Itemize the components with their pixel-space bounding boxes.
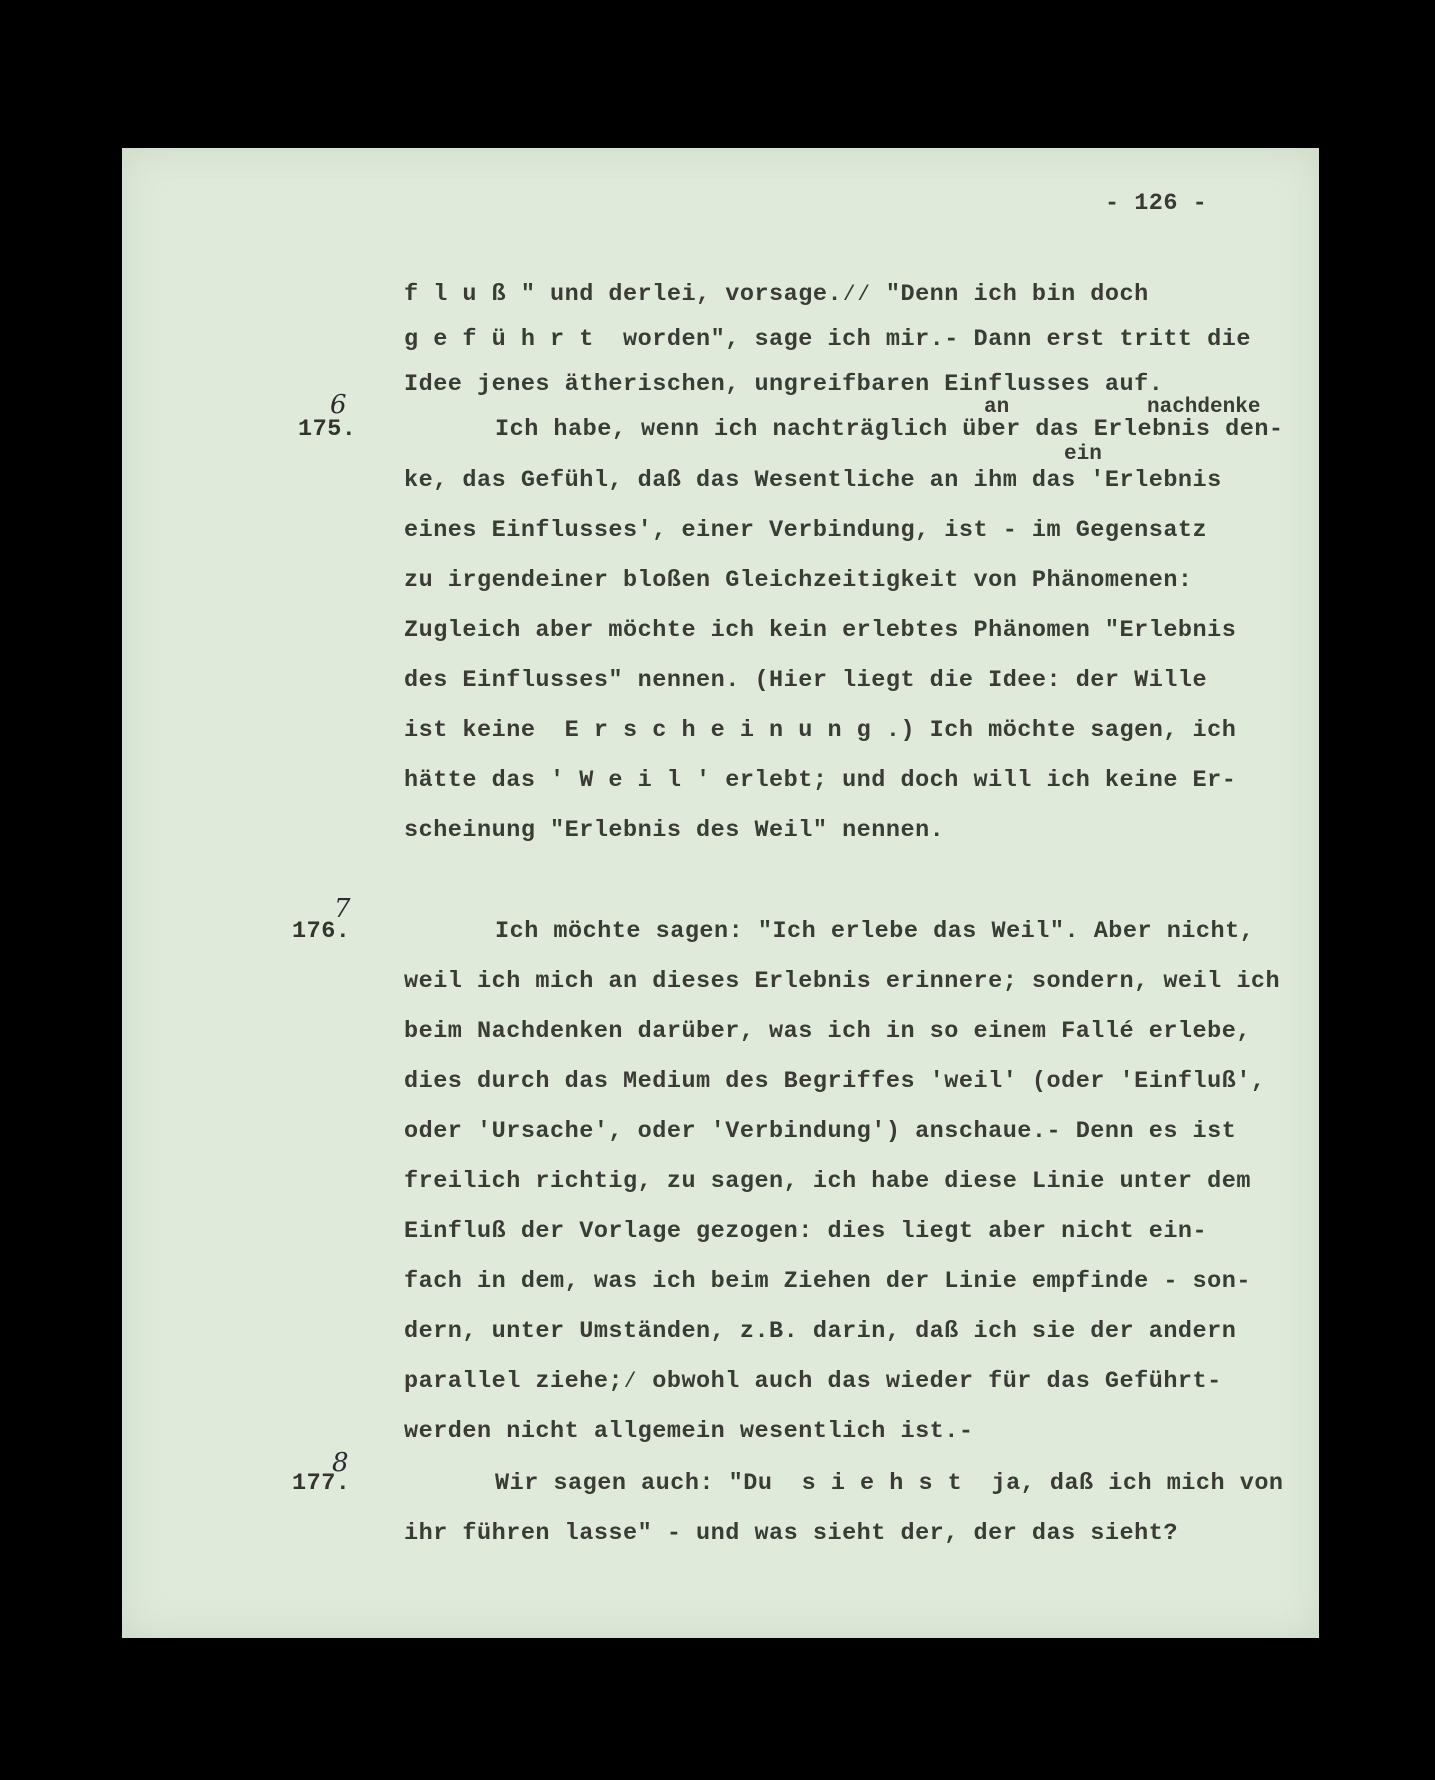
- text-line: Ich möchte sagen: "Ich erlebe das Weil". Aber nicht,: [495, 918, 1255, 945]
- text-line: hätte das ' W e i l ' erlebt; und doch will ich keine Er-: [404, 767, 1237, 794]
- paragraph-number: 177.: [292, 1470, 351, 1497]
- text-line: Idee jenes ätherischen, ungreifbaren Einflusses auf.: [404, 371, 1164, 398]
- text-line: beim Nachdenken darüber, was ich in so einem Fallé erlebe,: [404, 1018, 1251, 1045]
- text-line: oder 'Ursache', oder 'Verbindung') anschaue.- Denn es ist: [404, 1118, 1237, 1145]
- text-line: dies durch das Medium des Begriffes 'weil' (oder 'Einfluß',: [404, 1068, 1266, 1095]
- text-line: ihr führen lasse" - und was sieht der, der das sieht?: [404, 1520, 1178, 1547]
- handwritten-number: 6: [330, 390, 347, 420]
- handwritten-number: 7: [334, 894, 351, 924]
- typescript-page: [122, 148, 1319, 1638]
- text-line: Einfluß der Vorlage gezogen: dies liegt aber nicht ein-: [404, 1218, 1208, 1245]
- insertion-ein: ein: [1064, 443, 1102, 466]
- handwritten-number: 8: [332, 1448, 349, 1478]
- text-line: des Einflusses" nennen. (Hier liegt die Idee: der Wille: [404, 667, 1208, 694]
- text-line: werden nicht allgemein wesentlich ist.-: [404, 1418, 974, 1445]
- text-line: scheinung "Erlebnis des Weil" nennen.: [404, 817, 945, 844]
- text-line: eines Einflusses', einer Verbindung, ist - im Gegensatz: [404, 517, 1208, 544]
- paragraph-number: 176.: [292, 918, 351, 945]
- page-number: - 126 -: [1105, 190, 1208, 217]
- text-line: freilich richtig, zu sagen, ich habe diese Linie unter dem: [404, 1168, 1251, 1195]
- text-line: Ich habe, wenn ich nachträglich über das Erlebnis den-: [495, 416, 1284, 443]
- paragraph-number: 175.: [298, 416, 357, 443]
- text-line: zu irgendeiner bloßen Gleichzeitigkeit von Phänomenen:: [404, 567, 1193, 594]
- text-line: fach in dem, was ich beim Ziehen der Linie empfinde - son-: [404, 1268, 1251, 1295]
- text-line: g e f ü h r t worden", sage ich mir.- Dann erst tritt die: [404, 326, 1251, 353]
- text-line: Wir sagen auch: "Du s i e h s t ja, daß ich mich von: [495, 1470, 1284, 1497]
- text-line: parallel ziehe;⁄ obwohl auch das wieder für das Geführt-: [404, 1368, 1222, 1395]
- insertion-an: an: [984, 396, 1010, 419]
- text-line: dern, unter Umständen, z.B. darin, daß ich sie der andern: [404, 1318, 1237, 1345]
- insertion-nachdenke: nachdenke: [1147, 396, 1261, 419]
- text-line: Zugleich aber möchte ich kein erlebtes Phänomen "Erlebnis: [404, 617, 1237, 644]
- text-line: ist keine E r s c h e i n u n g .) Ich möchte sagen, ich: [404, 717, 1237, 744]
- text-line: ke, das Gefühl, daß das Wesentliche an ihm das 'Erlebnis: [404, 467, 1222, 494]
- text-line: f l u ß " und derlei, vorsage.⁄⁄ "Denn ich bin doch: [404, 281, 1149, 308]
- text-line: weil ich mich an dieses Erlebnis erinnere; sondern, weil ich: [404, 968, 1281, 995]
